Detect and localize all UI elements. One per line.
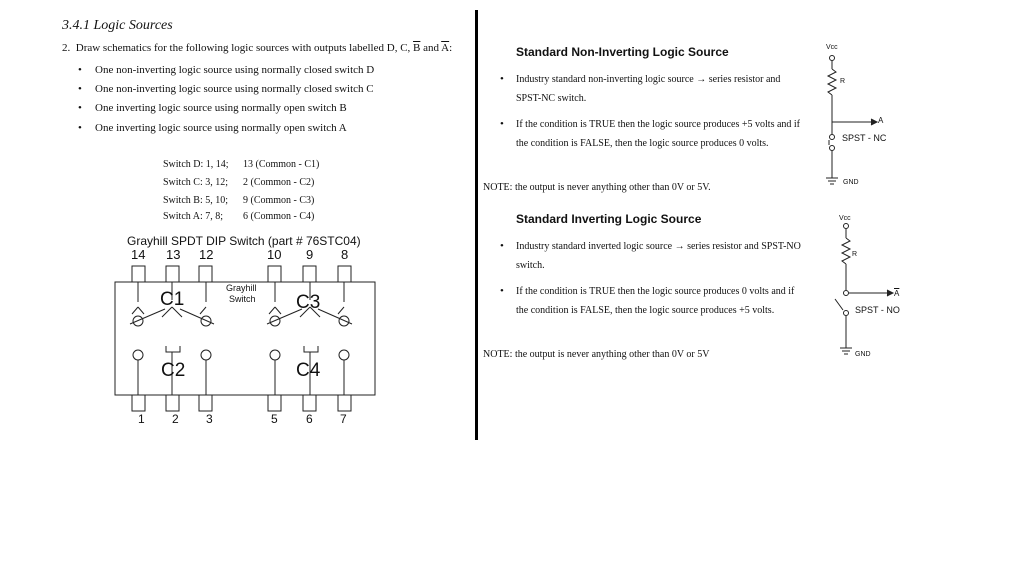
pin-assignment-label: Switch C: 3, 12; (163, 177, 229, 188)
inverting-note: NOTE: the output is never anything other than 0V or 5V (483, 349, 710, 360)
output-a-bar: $\overline{A}$ (441, 42, 450, 54)
output-label: $\overline{A}$ (894, 289, 900, 298)
list-item: • One inverting logic source using normally open switch A (95, 122, 347, 134)
dip-top-pin-label: 10 (267, 247, 282, 262)
pin-assignment-row (163, 211, 315, 222)
pin-assignment-common: 6 (Common - C4) (243, 211, 315, 222)
non-inverting-schematic (815, 52, 885, 187)
brand-label: Grayhill (226, 283, 257, 293)
dip-top-pin-label: 12 (199, 247, 214, 262)
resistor-label: R (840, 78, 846, 85)
dip-pin-6 (303, 395, 316, 411)
inverting-bullet-1: • Industry standard inverted logic source → series resistor and SPST-NO switch. (516, 237, 806, 275)
switch-contact-circle (270, 350, 280, 360)
switch-contact-circle (844, 291, 849, 296)
common-label-c1: C1 (160, 289, 185, 310)
switch-contact-circle (844, 311, 849, 316)
dip-top-pin-label: 8 (341, 247, 349, 262)
dip-pin-14 (132, 266, 145, 282)
switch-contact-circle (133, 350, 143, 360)
dip-pin-5 (268, 395, 281, 411)
dip-bottom-pin-label: 3 (206, 412, 213, 426)
pin-assignment-common: 9 (Common - C3) (243, 195, 315, 206)
non-inverting-bullet-2: • If the condition is TRUE then the logic source produces +5 volts and if the condition is FALSE, then the logic source produces 0 volts. (516, 115, 806, 153)
resistor-label: R (852, 251, 858, 258)
dip-pin-3 (199, 395, 212, 411)
pin-assignment-label: Switch A: 7, 8; (163, 211, 224, 222)
dip-pin-7 (338, 395, 351, 411)
pin-assignment-row (163, 177, 315, 188)
dip-bottom-pin-label: 6 (306, 412, 313, 426)
inverting-bullet-2: • If the condition is TRUE then the logic source produces 0 volts and if the condition is FALSE, then the logic source produces +5 volts. (516, 282, 806, 320)
switch-type-label: SPST - NC (842, 133, 887, 143)
dip-pin-12 (199, 266, 212, 282)
pin-assignment-common: 2 (Common - C2) (243, 177, 315, 188)
dip-bottom-pin-label: 5 (271, 412, 278, 426)
common-label-c3: C3 (296, 292, 321, 313)
resistor-symbol (842, 238, 850, 264)
pin-assignment-label: Switch B: 5, 10; (163, 195, 229, 206)
dip-top-pin-label: 14 (131, 247, 146, 262)
non-inverting-title: Standard Non-Inverting Logic Source (516, 45, 729, 59)
switch-lever (835, 299, 843, 310)
list-item: • One non-inverting logic source using normally closed switch C (95, 83, 374, 95)
brand-label: Switch (229, 294, 256, 304)
pin-assignment-label: Switch D: 1, 14; (163, 159, 229, 170)
dip-top-pin-label: 9 (306, 247, 314, 262)
pin-assignment-row (163, 159, 320, 170)
inverting-schematic (815, 220, 905, 360)
dip-bottom-pin-label: 7 (340, 412, 347, 426)
dip-bottom-pin-label: 2 (172, 412, 179, 426)
dip-top-pin-label: 13 (166, 247, 181, 262)
question-text: 2. Draw schematics for the following logic sources with outputs labelled D, C, $\overline{B}$ and $\overline{A}$: (62, 42, 453, 54)
vcc-terminal (844, 224, 849, 229)
list-item: • One non-inverting logic source using normally closed switch D (95, 64, 374, 76)
dip-bottom-pin-label: 1 (138, 412, 145, 426)
ground-symbol (840, 348, 852, 354)
dip-pin-1 (132, 395, 145, 411)
question-prefix: Draw schematics for the following logic sources with outputs labelled (75, 42, 384, 54)
output-and: and (423, 42, 440, 54)
switch-contact-circle (830, 135, 835, 140)
output-c: C (400, 42, 408, 54)
switch-contact-circle (339, 350, 349, 360)
non-inverting-bullet-1: • Industry standard non-inverting logic source → series resistor and SPST-NC switch. (516, 70, 806, 108)
dip-pin-13 (166, 266, 179, 282)
output-d: D (386, 42, 395, 54)
section-heading: 3.4.1 Logic Sources (62, 18, 173, 33)
common-label-c4: C4 (296, 360, 321, 381)
gnd-label: GND (855, 351, 871, 358)
switch-type-label: SPST - NO (855, 305, 900, 315)
switch-contact-circle (830, 146, 835, 151)
dip-pin-10 (268, 266, 281, 282)
list-item: • One inverting logic source using normally open switch B (95, 102, 347, 114)
dip-pin-8 (338, 266, 351, 282)
dip-pin-9 (303, 266, 316, 282)
question-suffix: : (449, 42, 453, 54)
pin-assignment-row (163, 195, 315, 206)
vcc-label: Vcc (839, 215, 851, 222)
column-divider (475, 10, 478, 440)
inverting-title: Standard Inverting Logic Source (516, 212, 702, 226)
vcc-terminal (830, 56, 835, 61)
vcc-label: Vcc (826, 44, 838, 51)
pin-assignment-common: 13 (Common - C1) (243, 159, 320, 170)
dip-pin-2 (166, 395, 179, 411)
common-label-c2: C2 (161, 360, 186, 381)
ground-symbol (826, 178, 838, 184)
question-number: 2. (62, 42, 71, 54)
switch-contact-circle (201, 350, 211, 360)
resistor-symbol (828, 69, 836, 95)
output-label: A (878, 116, 884, 125)
dip-switch-title: Grayhill SPDT DIP Switch (part # 76STC04) (127, 234, 361, 248)
non-inverting-note: NOTE: the output is never anything other than 0V or 5V. (483, 182, 711, 193)
output-b-bar: $\overline{B}$ (413, 42, 421, 54)
gnd-label: GND (843, 179, 859, 186)
